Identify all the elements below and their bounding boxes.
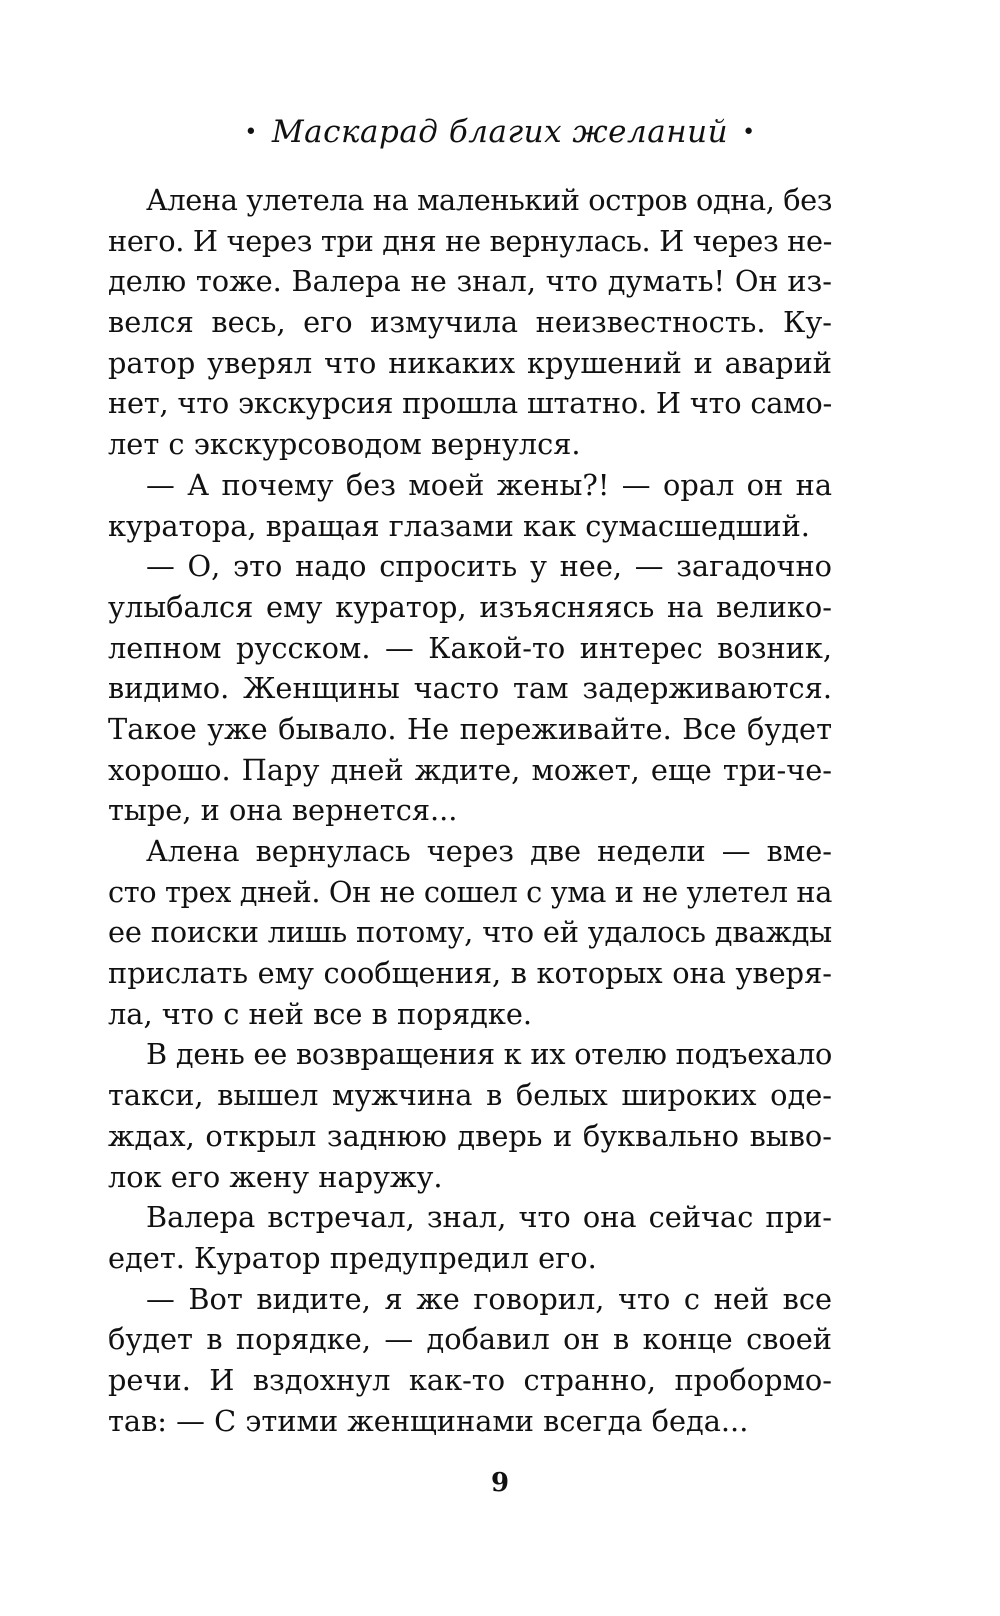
text-line: ждах, открыл заднюю дверь и буквально выво- bbox=[108, 1118, 832, 1153]
paragraph bbox=[108, 546, 832, 831]
text-line: делю тоже. Валера не знал, что думать! Он из- bbox=[108, 264, 832, 299]
header-bullet-left: • bbox=[244, 120, 258, 145]
text-line: лепном русском. — Какой-то интерес возник, bbox=[108, 630, 832, 665]
text-line: прислать ему сообщения, в которых она уверя- bbox=[108, 956, 832, 991]
running-header bbox=[0, 112, 1000, 153]
text-line: лок его жену наружу. bbox=[108, 1159, 443, 1194]
text-line: речи. И вздохнул как-то странно, пробормо- bbox=[108, 1362, 832, 1397]
text-line: ла, что с ней все в порядке. bbox=[108, 996, 533, 1031]
paragraph bbox=[108, 1034, 832, 1197]
paragraph bbox=[108, 465, 832, 546]
text-line: куратора, вращая глазами как сумасшедший. bbox=[108, 508, 810, 543]
text-line: — А почему без моей жены?! — орал он на bbox=[146, 467, 832, 502]
text-line: Валера встречал, знал, что она сейчас при- bbox=[146, 1200, 832, 1235]
text-line: велся весь, его измучила неизвестность. Ку- bbox=[108, 305, 832, 340]
text-line: Алена улетела на маленький остров одна, без bbox=[146, 183, 833, 217]
text-line: хорошо. Пару дней ждите, может, еще три-че- bbox=[108, 752, 832, 787]
text-line: ее поиски лишь потому, что ей удалось дважды bbox=[108, 915, 833, 950]
header-title: Маскарад благих желаний bbox=[271, 114, 729, 150]
text-line: тав: — С этими женщинами всегда беда... bbox=[108, 1403, 749, 1438]
text-line: Алена вернулась через две недели — вме- bbox=[146, 834, 832, 868]
text-line: сто трех дней. Он не сошел с ума и не улетел на bbox=[108, 874, 832, 909]
text-line: видимо. Женщины часто там задерживаются. bbox=[108, 671, 832, 706]
paragraph bbox=[108, 1279, 832, 1442]
paragraph bbox=[108, 1197, 832, 1278]
text-line: улыбался ему куратор, изъясняясь на велико- bbox=[108, 589, 832, 624]
text-line: него. И через три дня не вернулась. И через не- bbox=[108, 223, 833, 258]
text-line: В день ее возвращения к их отелю подъехало bbox=[146, 1037, 833, 1072]
text-line: ратор уверял что никаких крушений и аварий bbox=[108, 345, 832, 380]
text-line: — О, это надо спросить у нее, — загадочно bbox=[146, 549, 832, 584]
text-line: тыре, и она вернется... bbox=[108, 793, 458, 828]
paragraph bbox=[108, 831, 832, 1034]
page-number: 9 bbox=[490, 1468, 510, 1498]
header-bullet-right: • bbox=[742, 120, 756, 145]
text-line: — Вот видите, я же говорил, что с ней все bbox=[146, 1281, 832, 1316]
text-line: будет в порядке, — добавил он в конце своей bbox=[108, 1322, 832, 1357]
text-line: Такое уже бывало. Не переживайте. Все будет bbox=[108, 711, 832, 746]
text-line: такси, вышел мужчина в белых широких оде- bbox=[108, 1078, 832, 1113]
text-line: едет. Куратор предупредил его. bbox=[108, 1240, 597, 1275]
paragraph bbox=[108, 180, 832, 465]
body-text bbox=[108, 180, 832, 1441]
text-line: нет, что экскурсия прошла штатно. И что само- bbox=[108, 386, 832, 421]
text-line: лет с экскурсоводом вернулся. bbox=[108, 427, 581, 462]
